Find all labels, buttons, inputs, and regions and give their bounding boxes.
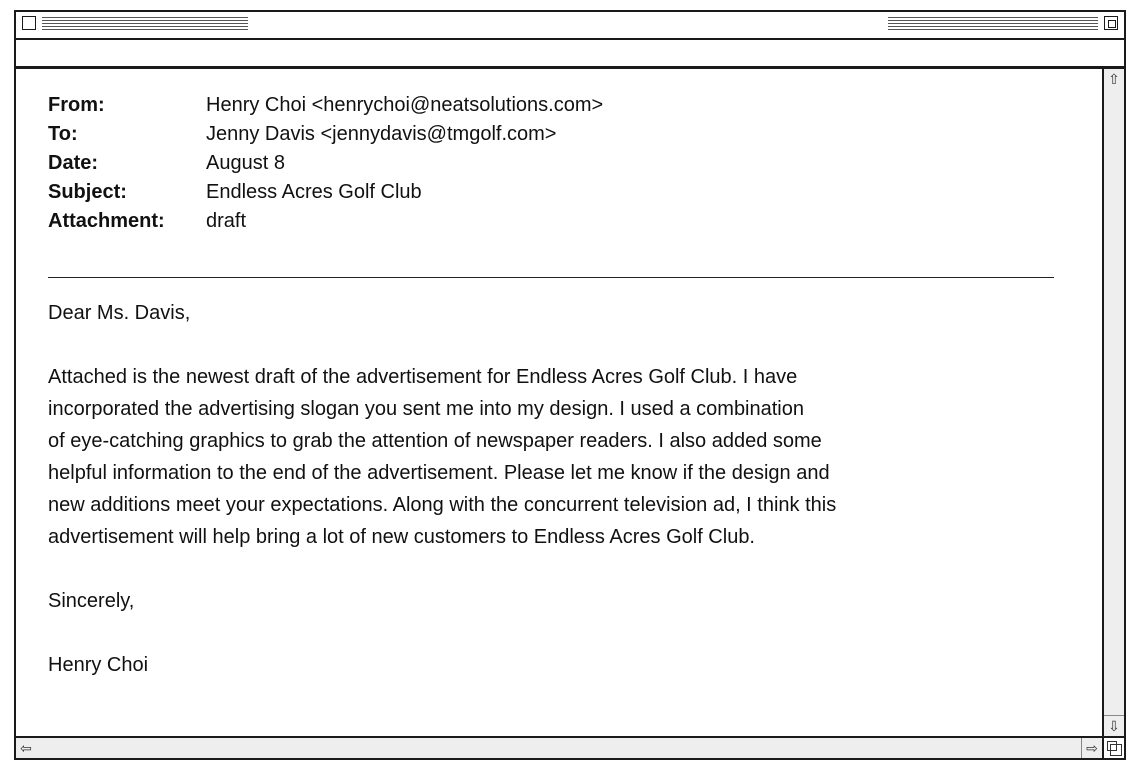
scroll-up-arrow-icon[interactable]: ⇧ (1108, 70, 1120, 87)
greeting: Dear Ms. Davis, (48, 302, 191, 324)
email-body (48, 297, 1068, 681)
header-label: Attachment: (48, 210, 165, 232)
body-line: advertisement will help bring a lot of new customers to Endless Acres Golf Club. (48, 526, 755, 548)
email-header (48, 91, 603, 236)
close-box-icon[interactable] (22, 16, 36, 30)
email-window (14, 10, 1126, 760)
header-divider (48, 277, 1054, 278)
header-value: Jenny Davis <jennydavis@tmgolf.com> (206, 123, 557, 145)
zoom-box-icon[interactable] (1104, 16, 1118, 30)
header-value: Henry Choi <henrychoi@neatsolutions.com> (206, 94, 604, 116)
header-label: Date: (48, 152, 99, 174)
header-value: August 8 (206, 152, 285, 174)
toolbar-strip (16, 40, 1124, 69)
email-content (16, 69, 1102, 736)
scroll-down-arrow-icon[interactable]: ⇩ (1104, 715, 1124, 736)
header-row-date (48, 149, 603, 178)
header-row-to (48, 120, 603, 149)
scroll-left-arrow-icon[interactable]: ⇦ (20, 739, 32, 756)
vertical-scrollbar[interactable] (1102, 69, 1124, 736)
body-line: helpful information to the end of the advertisement. Please let me know if the design and (48, 462, 830, 484)
header-row-from (48, 91, 603, 120)
scroll-right-arrow-icon[interactable]: ⇨ (1081, 738, 1102, 758)
title-bar[interactable] (16, 12, 1124, 40)
header-value: Endless Acres Golf Club (206, 181, 422, 203)
header-label: From: (48, 94, 105, 116)
body-line: new additions meet your expectations. Along with the concurrent television ad, I think this (48, 494, 837, 516)
body-line: Attached is the newest draft of the advertisement for Endless Acres Golf Club. I have (48, 366, 798, 388)
horizontal-scrollbar[interactable] (16, 736, 1102, 758)
title-bar-stripes-right (888, 17, 1098, 32)
header-row-subject (48, 178, 603, 207)
body-line: of eye-catching graphics to grab the attention of newspaper readers. I also added some (48, 430, 822, 452)
header-row-attachment (48, 207, 603, 236)
attachment-link[interactable]: draft (206, 210, 247, 232)
header-label: Subject: (48, 181, 127, 203)
closing: Sincerely, (48, 590, 135, 612)
body-line: incorporated the advertising slogan you sent me into my design. I used a combination (48, 398, 804, 420)
header-label: To: (48, 123, 78, 145)
resize-grow-box-icon[interactable] (1102, 736, 1124, 758)
title-bar-stripes-left (42, 17, 248, 32)
signature: Henry Choi (48, 654, 149, 676)
